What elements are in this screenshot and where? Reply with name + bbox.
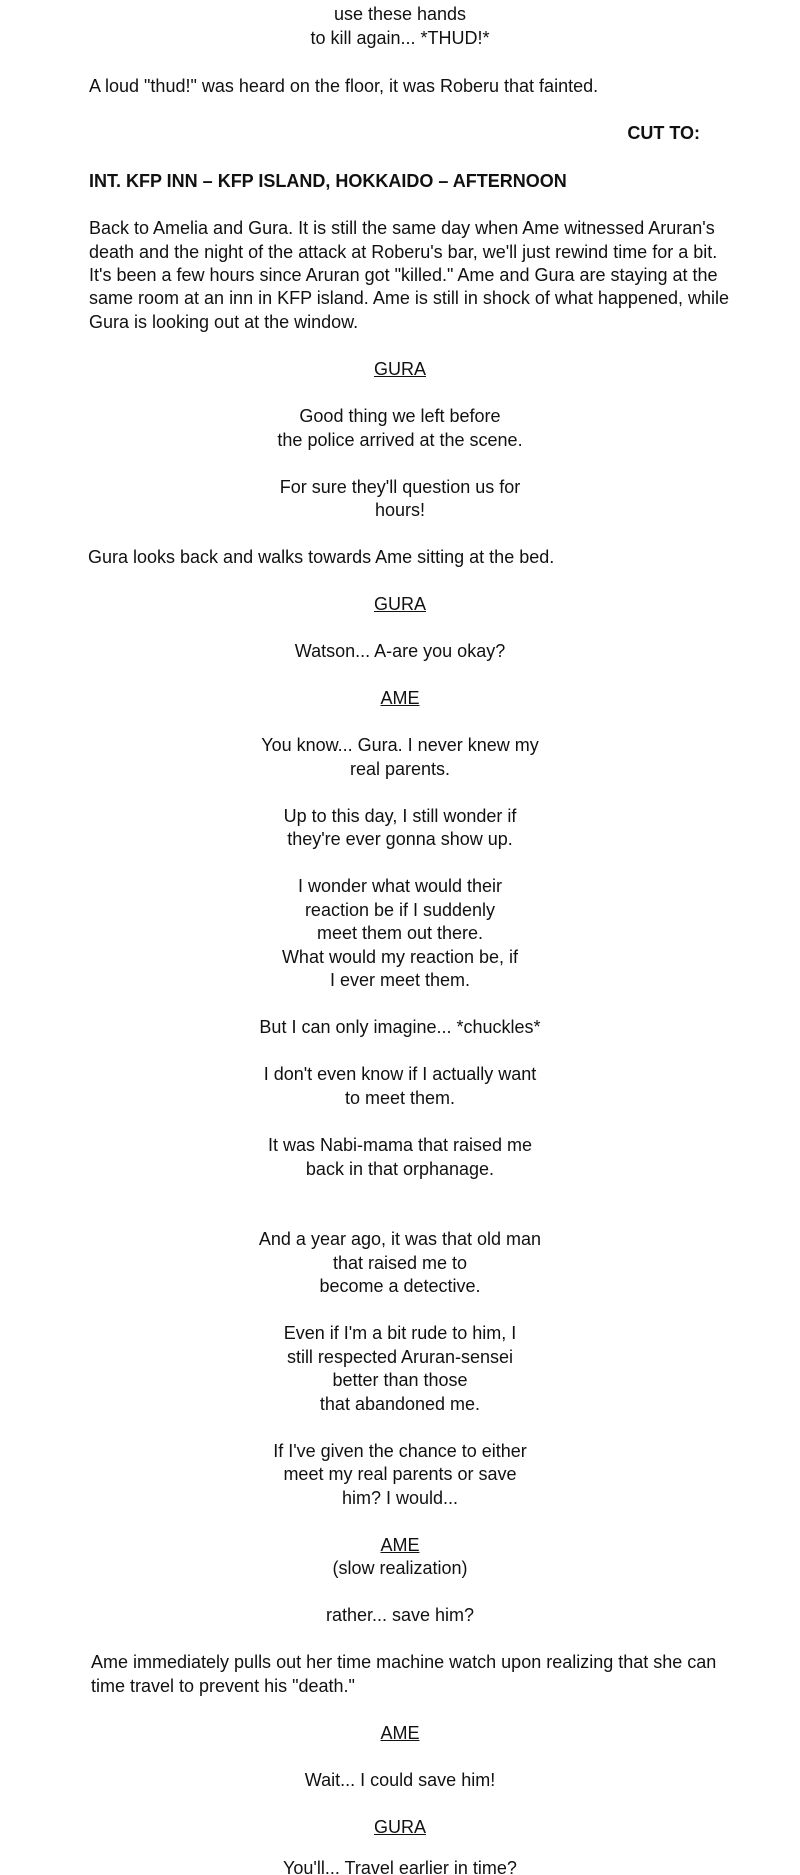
dialogue-line: better than those (332, 1370, 468, 1390)
dialogue-line: Wait... I could save him! (304, 1770, 496, 1790)
action-line: A loud "thud!" was heard on the floor, it was Roberu that fainted. (89, 76, 599, 96)
dialogue-line: You know... Gura. I never knew my (261, 735, 539, 755)
dialogue-line: Watson... A-are you okay? (294, 641, 506, 661)
dialogue-line: You'll... Travel earlier in time? (283, 1858, 517, 1875)
character-name: GURA (373, 359, 426, 379)
dialogue-line: Up to this day, I still wonder if (283, 806, 517, 826)
dialogue-line: still respected Aruran-sensei (286, 1347, 514, 1367)
dialogue-line: I ever meet them. (329, 970, 471, 990)
action-line: Ame immediately pulls out her time machine watch upon realizing that she can (91, 1652, 717, 1672)
dialogue-line: And a year ago, it was that old man (258, 1229, 542, 1249)
dialogue-line: But I can only imagine... *chuckles* (259, 1017, 541, 1037)
dialogue-line: him? I would... (341, 1488, 459, 1508)
dialogue-line: What would my reaction be, if (281, 947, 519, 967)
action-line: Gura is looking out at the window. (89, 312, 359, 332)
dialogue-line: that raised me to (332, 1253, 468, 1273)
dialogue-line: they're ever gonna show up. (287, 829, 513, 849)
action-line: Gura looks back and walks towards Ame sitting at the bed. (88, 547, 555, 567)
dialogue-line: hours! (374, 500, 426, 520)
character-name: GURA (373, 594, 426, 614)
character-name: AME (380, 688, 420, 708)
character-name: AME (380, 1535, 420, 1555)
character-name: GURA (373, 1817, 426, 1837)
dialogue-line: to meet them. (344, 1088, 456, 1108)
dialogue-line: meet them out there. (316, 923, 484, 943)
scene-heading: INT. KFP INN – KFP ISLAND, HOKKAIDO – AFTERNOON (89, 171, 567, 191)
transition-cut-to: CUT TO: (627, 123, 700, 143)
dialogue-line: back in that orphanage. (305, 1159, 495, 1179)
dialogue-line: If I've given the chance to either (273, 1441, 527, 1461)
dialogue-line: I wonder what would their (297, 876, 503, 896)
dialogue-line: real parents. (349, 759, 451, 779)
action-line: death and the night of the attack at Roberu's bar, we'll just rewind time for a bit. (89, 242, 718, 262)
dialogue-line: For sure they'll question us for (279, 477, 521, 497)
dialogue-line: Even if I'm a bit rude to him, I (283, 1323, 517, 1343)
dialogue-line: to kill again... *THUD!* (310, 28, 490, 48)
dialogue-line: I don't even know if I actually want (263, 1064, 537, 1084)
parenthetical: (slow realization) (332, 1558, 468, 1578)
dialogue-line: use these hands (333, 4, 467, 24)
dialogue-line: become a detective. (319, 1276, 481, 1296)
dialogue-line: meet my real parents or save (283, 1464, 517, 1484)
dialogue-line: Good thing we left before (299, 406, 501, 426)
action-line: It's been a few hours since Aruran got "killed." Ame and Gura are staying at the (89, 265, 718, 285)
dialogue-line: reaction be if I suddenly (304, 900, 496, 920)
action-line: time travel to prevent his "death." (91, 1676, 355, 1696)
dialogue-line: the police arrived at the scene. (277, 430, 523, 450)
dialogue-line: rather... save him? (325, 1605, 475, 1625)
action-line: same room at an inn in KFP island. Ame is still in shock of what happened, while (89, 288, 730, 308)
dialogue-line: It was Nabi-mama that raised me (267, 1135, 533, 1155)
dialogue-line: that abandoned me. (319, 1394, 481, 1414)
action-line: Back to Amelia and Gura. It is still the same day when Ame witnessed Aruran's (89, 218, 715, 238)
character-name: AME (380, 1723, 420, 1743)
